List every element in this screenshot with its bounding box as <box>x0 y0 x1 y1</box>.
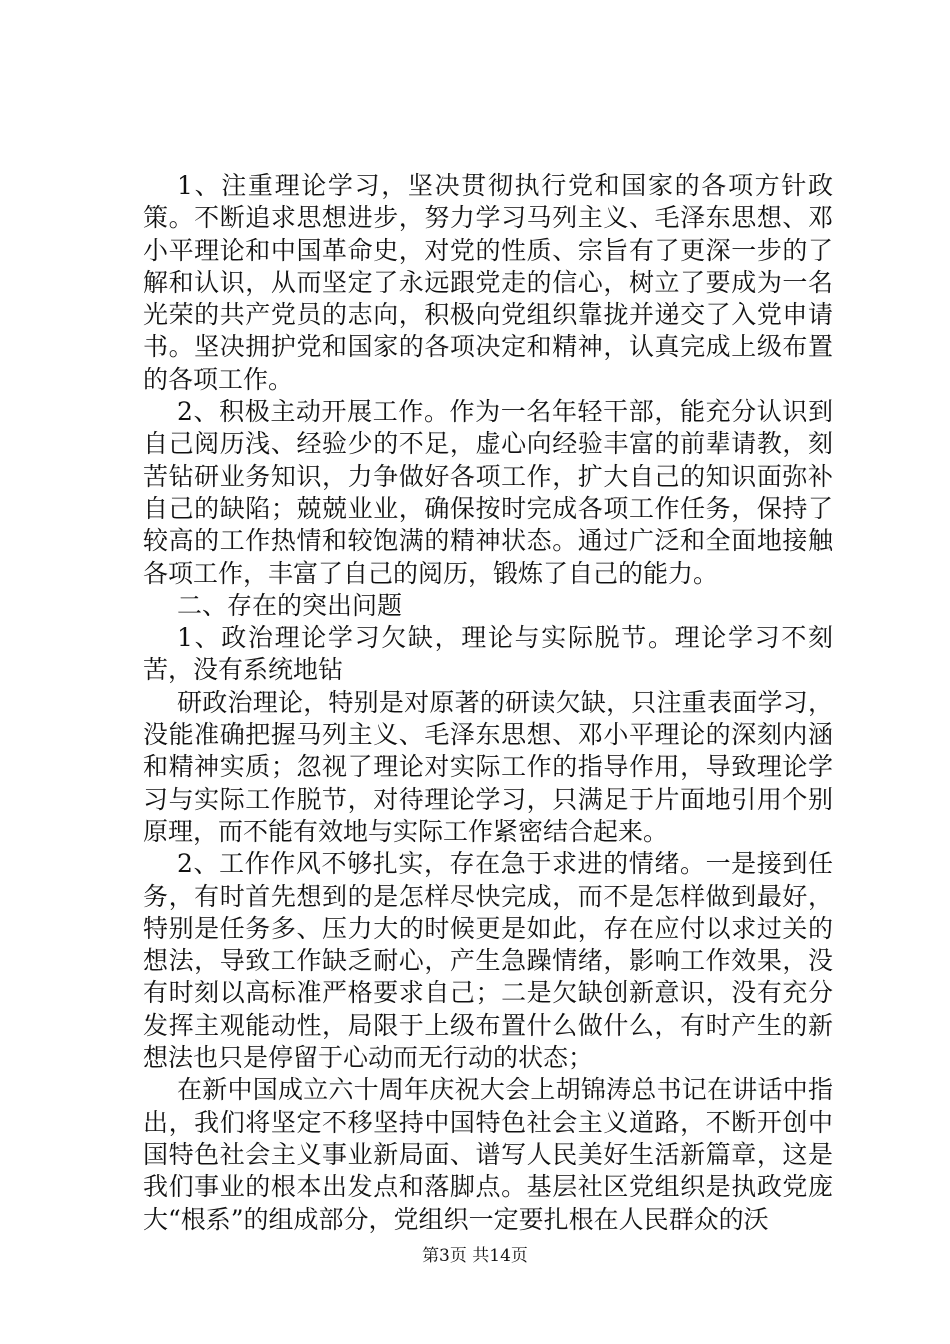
paragraph-problem-work-style: 2、工作作风不够扎实，存在急于求进的情绪。一是接到任务，有时首先想到的是怎样尽快完成，而不是怎样做到最好，特别是任务多、压力大的时候更是如此，存在应付以求过关的想法，导致工作缺乏耐心，产生急躁情绪，影响工作效果，没有时刻以高标准严格要求自己；二是欠缺创新意识，没有充分发挥主观能动性，局限于上级布置什么做什么，有时产生的新想法也只是停留于心动而无行动的状态； <box>143 849 833 1073</box>
document-body <box>143 170 833 1236</box>
paragraph-problem-theory: 1、政治理论学习欠缺，理论与实际脱节。理论学习不刻苦，没有系统地钻 <box>143 623 833 685</box>
section-heading-problems: 二、存在的突出问题 <box>177 590 403 620</box>
paragraph-speech: 在新中国成立六十周年庆祝大会上胡锦涛总书记在讲话中指出，我们将坚定不移坚持中国特色社会主义道路，不断开创中国特色社会主义事业新局面、谱写人民美好生活新篇章，这是我们事业的根本出发点和落脚点。基层社区党组织是执政党庞大“根系”的组成部分，党组织一定要扎根在人民群众的沃 <box>143 1075 833 1234</box>
page-number-footer: 第3页 共14页 <box>422 1246 528 1266</box>
paragraph-active-work: 2、积极主动开展工作。作为一名年轻干部，能充分认识到自己阅历浅、经验少的不足，虚心向经验丰富的前辈请教，刻苦钻研业务知识，力争做好各项工作，扩大自己的知识面弥补自己的缺陷；兢兢业业，确保按时完成各项工作任务，保持了较高的工作热情和较饱满的精神状态。通过广泛和全面地接触各项工作，丰富了自己的阅历，锻炼了自己的能力。 <box>143 397 833 588</box>
paragraph-problem-theory-continued: 研政治理论，特别是对原著的研读欠缺，只注重表面学习，没能准确把握马列主义、毛泽东思想、邓小平理论的深刻内涵和精神实质；忽视了理论对实际工作的指导作用，导致理论学习与实际工作脱节，对待理论学习，只满足于片面地引用个别原理，而不能有效地与实际工作紧密结合起来。 <box>143 687 833 846</box>
paragraph-theory-study: 1、注重理论学习，坚决贯彻执行党和国家的各项方针政策。不断追求思想进步，努力学习马列主义、毛泽东思想、邓小平理论和中国革命史，对党的性质、宗旨有了更深一步的了解和认识，从而坚定了永远跟党走的信心，树立了要成为一名光荣的共产党员的志向，积极向党组织靠拢并递交了入党申请书。坚决拥护党和国家的各项决定和精神，认真完成上级布置的各项工作。 <box>143 171 833 394</box>
